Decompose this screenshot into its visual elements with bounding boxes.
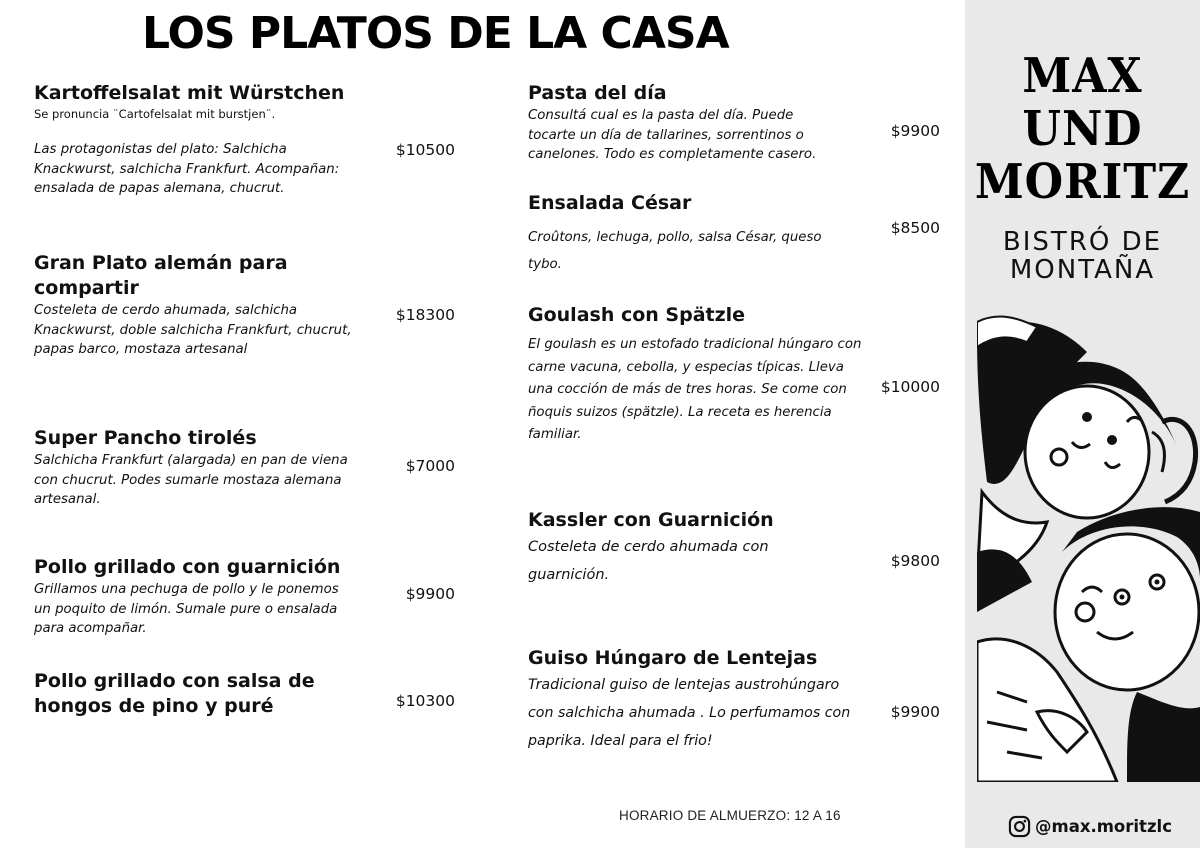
item-name: Kartoffelsalat mit Würstchen (34, 82, 345, 104)
brand-logo (974, 50, 1190, 209)
menu-item (34, 555, 359, 639)
item-name: Ensalada César (528, 192, 692, 214)
item-description: Salchicha Frankfurt (alargada) en pan de viena con chucrut. Podes sumarle mostaza alemana artesanal. (34, 453, 348, 507)
menu-title: LOS PLATOS DE LA CASA (142, 8, 729, 59)
max-moritz-illustration (977, 312, 1200, 782)
instagram-icon (1008, 815, 1031, 838)
menu-item (34, 81, 384, 199)
item-price: $10500 (395, 141, 455, 159)
item-note: Se pronuncia ¨Cartofelsalat mit burstjen¨. (34, 107, 276, 121)
menu-item (34, 251, 354, 360)
item-price: $18300 (395, 306, 455, 324)
item-name: Pasta del día (528, 82, 667, 104)
item-price: $9900 (890, 703, 940, 721)
menu-item (34, 426, 354, 510)
brand-subtitle (965, 228, 1200, 284)
item-price: $7000 (405, 457, 455, 475)
item-description: Grillamos una pechuga de pollo y le ponemos un poquito de limón. Sumale pure o ensalada para acompañar. (34, 582, 339, 636)
instagram-link[interactable] (1008, 815, 1172, 838)
menu-item (528, 191, 858, 278)
item-description: Costeleta de cerdo ahumada, salchicha Knackwurst, doble salchicha Frankfurt, chucrut, papas barco, mostaza artesanal (34, 303, 352, 357)
brand-panel (965, 0, 1200, 848)
menu-item (34, 669, 334, 719)
subtitle-line: MONTAÑA (1009, 255, 1156, 285)
item-description: Croûtons, lechuga, pollo, salsa César, queso tybo. (528, 230, 822, 272)
item-name: Guiso Húngaro de Lentejas (528, 647, 818, 669)
item-price: $9900 (405, 585, 455, 603)
menu-item (528, 646, 868, 755)
item-price: $9800 (890, 552, 940, 570)
brand-line: UND (1022, 101, 1143, 157)
item-description: Costeleta de cerdo ahumada con guarnición. (528, 539, 769, 583)
item-price: $9900 (890, 122, 940, 140)
item-description: El goulash es un estofado tradicional húngaro con carne vacuna, cebolla, y especias típicas. Lleva una cocción de más de tres horas. Se come con ñoquis suizos (spätzle). La receta es herencia familiar. (528, 337, 862, 442)
menu-item (528, 303, 868, 447)
item-price: $10300 (395, 692, 455, 710)
item-name: Super Pancho tirolés (34, 427, 257, 449)
item-description: Tradicional guiso de lentejas austrohúngaro con salchicha ahumada . Lo perfumamos con paprika. Ideal para el frio! (528, 677, 851, 749)
menu-item (528, 508, 828, 589)
subtitle-line: BISTRÓ DE (1002, 227, 1163, 257)
item-name: Kassler con Guarnición (528, 509, 774, 531)
lunch-hours: HORARIO DE ALMUERZO: 12 A 16 (619, 808, 841, 823)
item-name: Pollo grillado con guarnición (34, 556, 341, 578)
item-description: Las protagonistas del plato: Salchicha Knackwurst, salchicha Frankfurt. Acompañan: ensalada de papas alemana, chucrut. (34, 142, 340, 196)
menu-item (528, 81, 833, 165)
item-name: Goulash con Spätzle (528, 304, 746, 326)
item-price: $10000 (880, 378, 940, 396)
item-description: Consultá cual es la pasta del día. Puede tocarte un día de tallarines, sorrentinos o canelones. Todo es completamente casero. (528, 108, 817, 162)
item-name: Pollo grillado con salsa de hongos de pino y puré (34, 670, 315, 717)
instagram-handle[interactable]: @max.moritzlc (1035, 817, 1172, 836)
item-price: $8500 (890, 219, 940, 237)
brand-line: MORITZ (974, 154, 1191, 210)
brand-line: MAX (1022, 48, 1143, 104)
item-name: Gran Plato alemán para compartir (34, 252, 288, 299)
